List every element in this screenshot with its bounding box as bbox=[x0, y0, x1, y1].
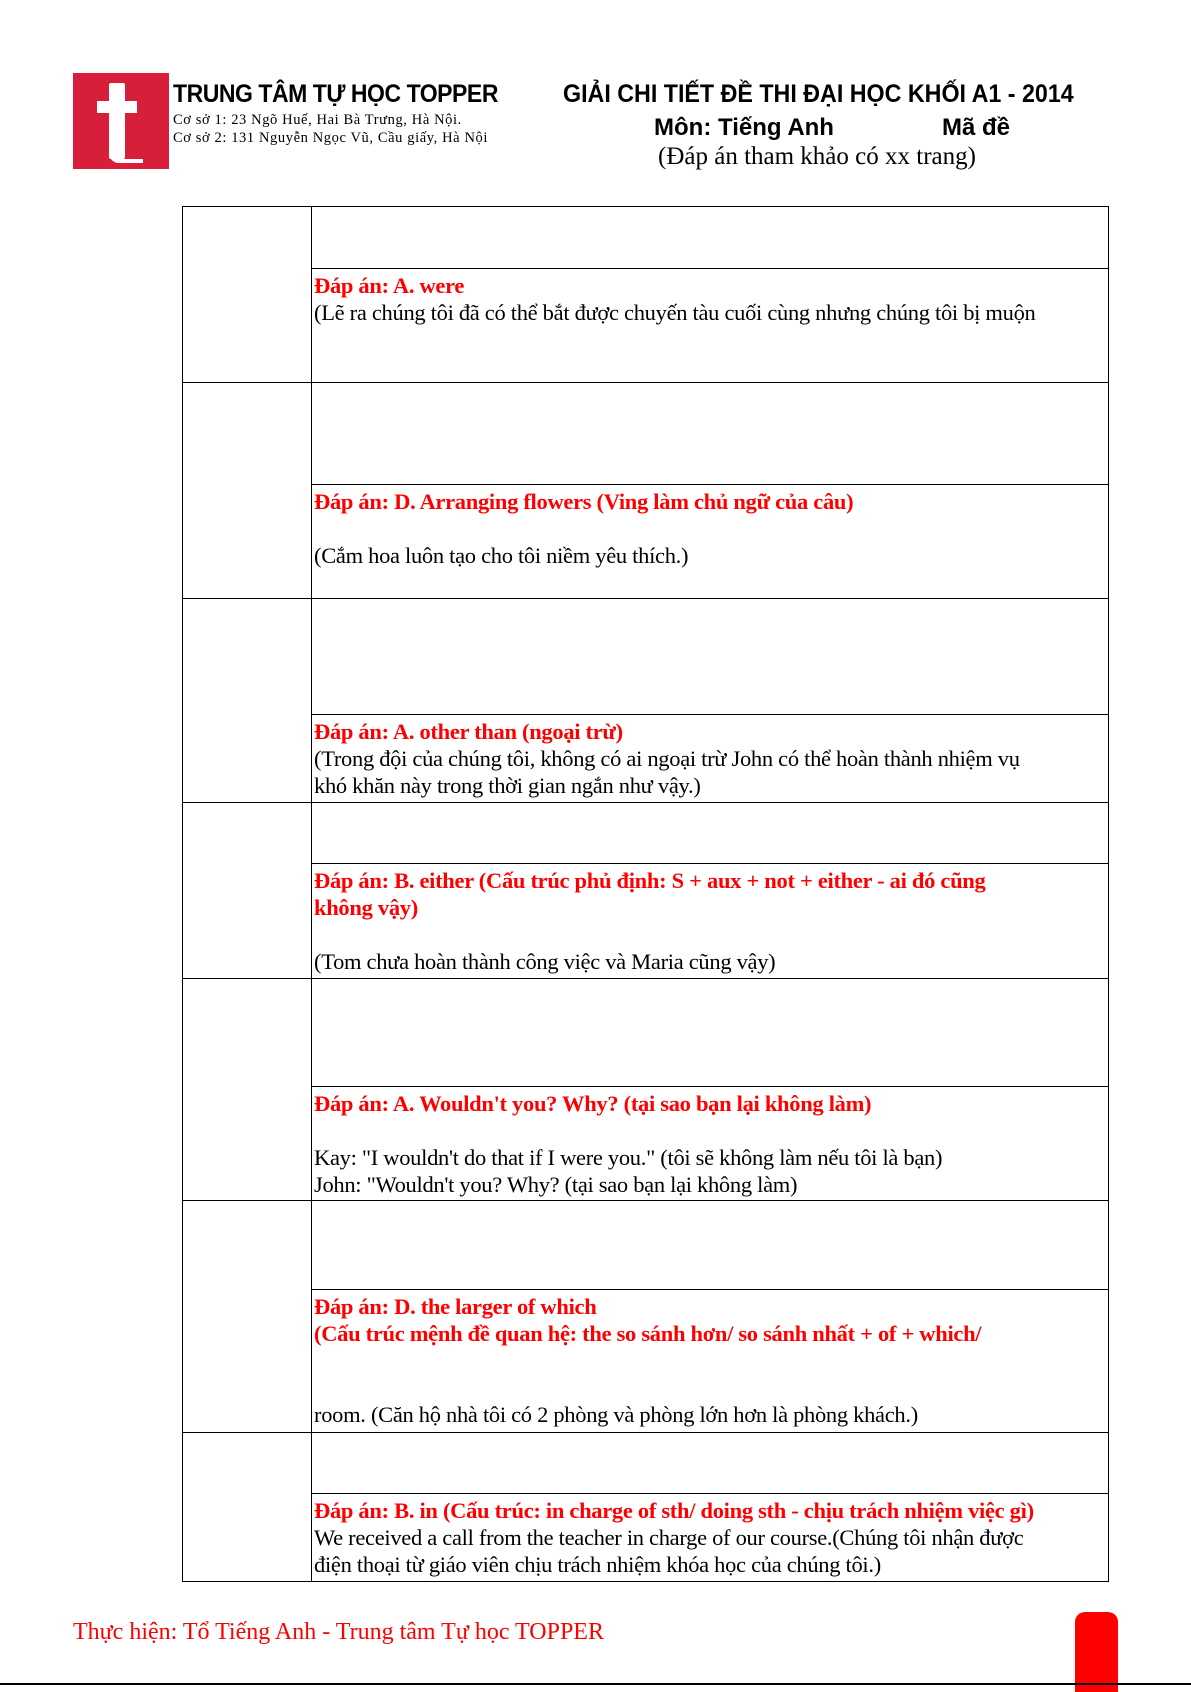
answer-area bbox=[312, 1087, 1108, 1200]
document-title: GIẢI CHI TIẾT ĐỀ THI ĐẠI HỌC KHỐI A1 - 2014 bbox=[563, 80, 1074, 108]
question-content-cell bbox=[312, 207, 1108, 382]
question-content-cell bbox=[312, 599, 1108, 802]
answer-key-line: Đáp án: D. the larger of which bbox=[314, 1294, 597, 1319]
question-content-cell bbox=[312, 1201, 1108, 1432]
org-name: TRUNG TÂM TỰ HỌC TOPPER bbox=[173, 80, 498, 108]
explanation-line: (Tom chưa hoàn thành công việc và Maria cũng vậy) bbox=[314, 949, 776, 974]
explanation-line: khó khăn này trong thời gian ngắn như vậy.) bbox=[314, 773, 701, 798]
blank-line bbox=[314, 515, 1108, 542]
explanation-line: We received a call from the teacher in charge of our course.(Chúng tôi nhận được bbox=[314, 1525, 1024, 1550]
explanation-line: điện thoại từ giáo viên chịu trách nhiệm khóa học của chúng tôi.) bbox=[314, 1552, 881, 1577]
exam-code-label: Mã đề bbox=[942, 114, 1011, 141]
answer-area bbox=[312, 715, 1108, 802]
topper-logo bbox=[73, 73, 169, 169]
table-row bbox=[182, 1433, 1109, 1582]
question-area bbox=[312, 599, 1108, 715]
answer-area bbox=[312, 485, 1108, 598]
table-row bbox=[182, 207, 1109, 383]
answer-area bbox=[312, 1290, 1108, 1432]
question-area bbox=[312, 207, 1108, 269]
question-area bbox=[312, 1201, 1108, 1290]
answer-key-line: Đáp án: A. Wouldn't you? Why? (tại sao bạn lại không làm) bbox=[314, 1091, 872, 1116]
question-number-cell bbox=[183, 207, 312, 382]
page-tab-marker bbox=[1075, 1612, 1118, 1692]
question-number-cell bbox=[183, 1433, 312, 1581]
question-number-cell bbox=[183, 979, 312, 1200]
blank-line bbox=[314, 1347, 1108, 1374]
subject-label: Môn: Tiếng Anh bbox=[654, 114, 834, 141]
answer-key-line: Đáp án: D. Arranging flowers (Ving làm chủ ngữ của câu) bbox=[314, 489, 854, 514]
answer-key-line: (Cấu trúc mệnh đề quan hệ: the so sánh hơn/ so sánh nhất + of + which/ bbox=[314, 1321, 982, 1346]
explanation-line: John: "Wouldn't you? Why? (tại sao bạn lại không làm) bbox=[314, 1172, 798, 1197]
footer-credit: Thực hiện: Tổ Tiếng Anh - Trung tâm Tự học TOPPER bbox=[73, 1619, 604, 1645]
question-number-cell bbox=[183, 803, 312, 978]
question-number-cell bbox=[183, 599, 312, 802]
question-content-cell bbox=[312, 979, 1108, 1200]
blank-line bbox=[314, 921, 1108, 948]
answer-key-line: Đáp án: B. either (Cấu trúc phủ định: S + aux + not + either - ai đó cũng bbox=[314, 868, 986, 893]
explanation-line: (Lẽ ra chúng tôi đã có thể bắt được chuyến tàu cuối cùng nhưng chúng tôi bị muộn bbox=[314, 300, 1036, 325]
question-content-cell bbox=[312, 803, 1108, 978]
address-2: Cơ sở 2: 131 Nguyễn Ngọc Vũ, Cầu giấy, Hà Nội bbox=[173, 130, 488, 146]
table-row bbox=[182, 803, 1109, 979]
question-area bbox=[312, 1433, 1108, 1494]
question-area bbox=[312, 803, 1108, 864]
question-number-cell bbox=[183, 383, 312, 598]
question-area bbox=[312, 383, 1108, 485]
explanation-line: Kay: "I wouldn't do that if I were you." (tôi sẽ không làm nếu tôi là bạn) bbox=[314, 1145, 943, 1170]
answer-area bbox=[312, 864, 1108, 978]
blank-line bbox=[314, 1117, 1108, 1144]
answer-key-line: không vậy) bbox=[314, 895, 418, 920]
explanation-line: room. (Căn hộ nhà tôi có 2 phòng và phòng lớn hơn là phòng khách.) bbox=[314, 1402, 918, 1427]
question-number-cell bbox=[183, 1201, 312, 1432]
question-content-cell bbox=[312, 1433, 1108, 1581]
table-row bbox=[182, 1201, 1109, 1433]
explanation-line: (Cắm hoa luôn tạo cho tôi niềm yêu thích.) bbox=[314, 543, 689, 568]
answer-key-line: Đáp án: B. in (Cấu trúc: in charge of sth/ doing sth - chịu trách nhiệm việc gì) bbox=[314, 1498, 1034, 1523]
table-row bbox=[182, 979, 1109, 1201]
explanation-line: (Trong đội của chúng tôi, không có ai ngoại trừ John có thể hoàn thành nhiệm vụ bbox=[314, 746, 1020, 771]
address-1: Cơ sở 1: 23 Ngõ Huế, Hai Bà Trưng, Hà Nội. bbox=[173, 112, 462, 128]
table-row bbox=[182, 383, 1109, 599]
answer-area bbox=[312, 1494, 1108, 1581]
answer-area bbox=[312, 269, 1108, 382]
question-content-cell bbox=[312, 383, 1108, 598]
blank-line bbox=[314, 1374, 1108, 1401]
question-area bbox=[312, 979, 1108, 1087]
answer-key-line: Đáp án: A. other than (ngoại trừ) bbox=[314, 719, 623, 744]
table-row bbox=[182, 599, 1109, 803]
answer-table bbox=[182, 206, 1109, 1582]
answer-key-line: Đáp án: A. were bbox=[314, 273, 465, 298]
answer-note: (Đáp án tham khảo có xx trang) bbox=[658, 143, 976, 170]
